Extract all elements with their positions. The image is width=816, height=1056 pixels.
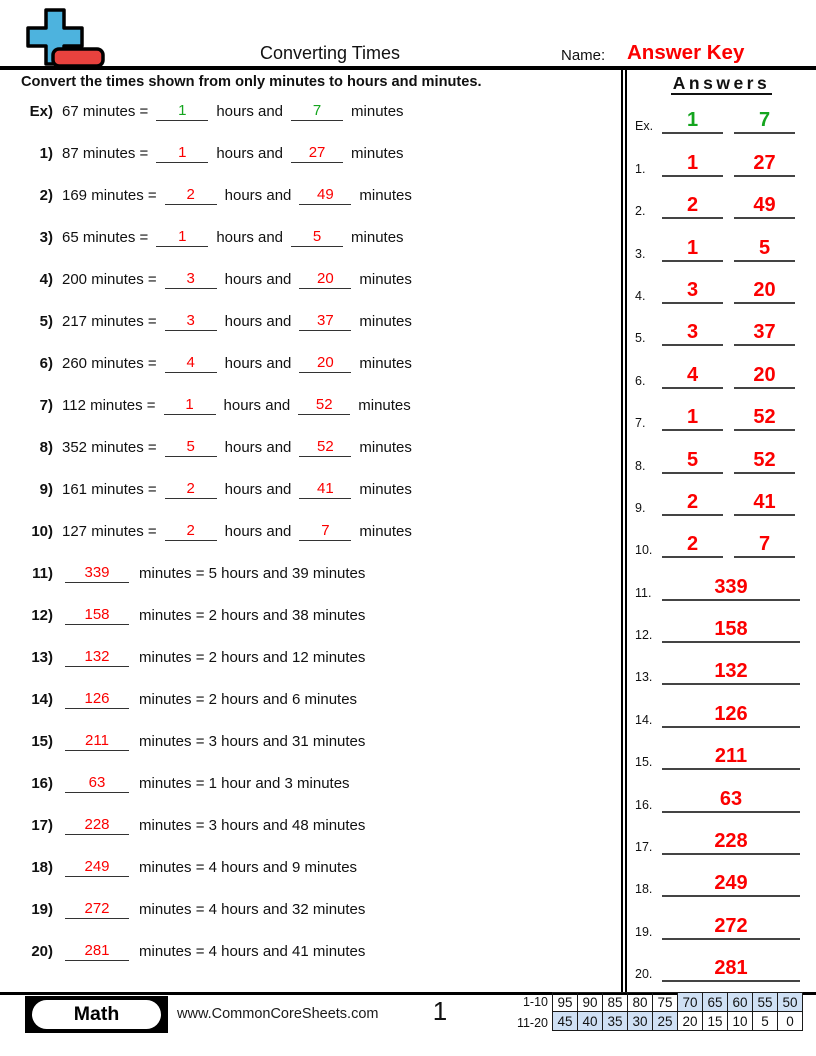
hours-blank xyxy=(165,522,217,541)
answer-value: 281 xyxy=(714,957,748,980)
answer-value: 2 xyxy=(686,490,699,513)
header-divider xyxy=(0,66,816,70)
score-cell: 15 xyxy=(703,1012,728,1031)
answers-hours-blank xyxy=(662,195,723,219)
problem-row xyxy=(0,930,621,972)
answers-blank xyxy=(662,958,800,982)
answers-title-text: Answers xyxy=(672,73,771,93)
score-cell: 50 xyxy=(778,993,803,1012)
problem-number: 7) xyxy=(39,396,53,414)
problem-number: Ex) xyxy=(29,102,53,120)
hours-blank xyxy=(165,186,217,205)
score-cell: 85 xyxy=(603,993,628,1012)
problem-row xyxy=(0,384,621,426)
answers-row xyxy=(627,735,816,777)
problem-text: hours and xyxy=(224,186,292,204)
problem-text: minutes = 4 hours and 41 minutes xyxy=(139,942,366,960)
answers-title xyxy=(627,73,816,99)
problem-text: minutes xyxy=(359,186,412,204)
minutes-count-blank xyxy=(65,606,129,625)
minutes-blank xyxy=(299,312,351,331)
answers-blank xyxy=(662,789,800,813)
problem-row xyxy=(0,468,621,510)
problem-row xyxy=(0,762,621,804)
answer-value: 126 xyxy=(714,702,748,725)
score-table-labels xyxy=(494,992,548,1034)
score-cell: 65 xyxy=(703,993,728,1012)
answer-value: 52 xyxy=(753,406,776,429)
answers-row-label: 10. xyxy=(635,543,653,558)
minutes-blank xyxy=(291,228,343,247)
answer-value: 211 xyxy=(85,731,109,749)
answers-row xyxy=(627,311,816,353)
hours-answer-value: 5 xyxy=(186,437,195,455)
answer-value: 1 xyxy=(686,236,699,259)
answers-row-label: 16. xyxy=(635,797,653,812)
name-label: Name: xyxy=(561,47,606,64)
answers-row xyxy=(627,438,816,480)
answer-value: 249 xyxy=(714,872,748,895)
problem-row xyxy=(0,552,621,594)
answer-value: 27 xyxy=(753,151,776,174)
problem-text: hours and xyxy=(223,396,291,414)
answer-value: 7 xyxy=(758,533,771,556)
problem-text: minutes = 5 hours and 39 minutes xyxy=(139,564,366,582)
answers-hours-blank xyxy=(662,238,723,262)
minutes-answer-value: 7 xyxy=(321,521,330,539)
answers-hours-blank xyxy=(662,492,723,516)
problem-text: minutes = 2 hours and 6 minutes xyxy=(139,690,358,708)
answers-panel xyxy=(621,70,816,993)
answers-minutes-blank xyxy=(734,492,795,516)
problem-number: 17) xyxy=(31,816,53,834)
answers-blank xyxy=(662,831,800,855)
minutes-count-blank xyxy=(65,942,129,961)
answers-minutes-blank xyxy=(734,322,795,346)
hours-blank xyxy=(165,312,217,331)
score-table-row xyxy=(553,1012,803,1031)
score-cell: 5 xyxy=(753,1012,778,1031)
problem-number: 6) xyxy=(39,354,53,372)
answers-minutes-blank xyxy=(734,407,795,431)
answers-row-label: 9. xyxy=(635,500,646,515)
answers-blank xyxy=(662,873,800,897)
minutes-answer-value: 20 xyxy=(317,269,334,287)
answer-value: 63 xyxy=(719,787,743,810)
minutes-blank xyxy=(298,396,350,415)
minutes-count-blank xyxy=(65,816,129,835)
problem-row xyxy=(0,678,621,720)
problem-row xyxy=(0,846,621,888)
answer-value: 158 xyxy=(84,605,110,623)
problem-number: 3) xyxy=(39,228,53,246)
minutes-blank xyxy=(299,438,351,457)
problem-text: 112 minutes = xyxy=(62,396,156,414)
score-table xyxy=(552,992,803,1031)
problem-row xyxy=(0,888,621,930)
score-cell: 0 xyxy=(778,1012,803,1031)
answer-value: 5 xyxy=(758,236,771,259)
answers-row xyxy=(627,523,816,565)
minutes-count-blank xyxy=(65,564,129,583)
hours-blank xyxy=(165,354,217,373)
website-url: www.CommonCoreSheets.com xyxy=(177,1006,379,1022)
answers-row-label: 6. xyxy=(635,373,646,388)
answer-value: 158 xyxy=(714,618,748,641)
minutes-answer-value: 52 xyxy=(315,395,333,413)
problem-text: minutes xyxy=(351,144,404,162)
answers-row xyxy=(627,947,816,989)
problem-text: hours and xyxy=(216,228,284,246)
score-cell: 35 xyxy=(603,1012,628,1031)
answer-value: 4 xyxy=(686,363,699,386)
problem-text: 161 minutes = xyxy=(62,480,157,498)
score-cell: 70 xyxy=(678,993,703,1012)
hours-answer-value: 2 xyxy=(186,479,195,497)
answers-minutes-blank xyxy=(734,365,795,389)
minutes-blank xyxy=(291,144,343,163)
problem-text: hours and xyxy=(216,102,284,120)
answers-hours-blank xyxy=(662,280,723,304)
answer-value: 211 xyxy=(714,745,748,768)
answers-blank xyxy=(662,704,800,728)
problem-number: 11) xyxy=(32,564,53,582)
minutes-blank xyxy=(299,186,351,205)
answer-value: 228 xyxy=(84,815,110,833)
minutes-blank xyxy=(299,270,351,289)
hours-answer-value: 1 xyxy=(178,143,187,161)
score-table-row xyxy=(553,993,803,1012)
answers-row-label: 5. xyxy=(635,331,646,346)
answers-row xyxy=(627,99,816,141)
answers-row-label: 20. xyxy=(635,967,653,982)
answer-value: 249 xyxy=(84,857,110,875)
score-cell: 75 xyxy=(653,993,678,1012)
answer-value: 281 xyxy=(84,941,110,959)
answers-hours-blank xyxy=(662,322,723,346)
minutes-answer-value: 27 xyxy=(308,143,326,161)
answers-row-label: 7. xyxy=(635,416,646,431)
minutes-answer-value: 20 xyxy=(317,353,334,371)
answers-row-label: 3. xyxy=(635,246,646,261)
minutes-blank xyxy=(299,522,351,541)
problem-text: minutes xyxy=(359,312,412,330)
minutes-count-blank xyxy=(65,900,129,919)
answers-hours-blank xyxy=(662,153,723,177)
problem-text: minutes = 2 hours and 12 minutes xyxy=(139,648,366,666)
answers-minutes-blank xyxy=(734,153,795,177)
minutes-answer-value: 52 xyxy=(317,437,334,455)
answer-value: 3 xyxy=(686,278,699,301)
answer-value: 63 xyxy=(88,773,106,791)
hours-answer-value: 1 xyxy=(185,395,194,413)
problem-number: 13) xyxy=(31,648,53,666)
problem-text: minutes = 4 hours and 32 minutes xyxy=(139,900,366,918)
answer-value: 132 xyxy=(714,660,748,683)
score-cell: 80 xyxy=(628,993,653,1012)
problem-row xyxy=(0,174,621,216)
answers-row xyxy=(627,650,816,692)
minutes-count-blank xyxy=(65,690,129,709)
problem-text: minutes xyxy=(358,396,411,414)
minutes-answer-value: 49 xyxy=(317,185,334,203)
answers-row xyxy=(627,141,816,183)
score-cell: 60 xyxy=(728,993,753,1012)
answers-row-label: 1. xyxy=(635,161,646,176)
hours-answer-value: 2 xyxy=(186,185,195,203)
problem-text: minutes xyxy=(351,102,404,120)
hours-blank xyxy=(164,396,216,415)
hours-blank xyxy=(156,228,208,247)
answer-value: 1 xyxy=(686,109,699,132)
score-cell: 25 xyxy=(653,1012,678,1031)
answers-row-label: Ex. xyxy=(635,119,654,134)
answers-minutes-blank xyxy=(734,110,795,134)
answers-row xyxy=(627,692,816,734)
answers-row-label: 14. xyxy=(635,712,653,727)
hours-blank xyxy=(165,438,217,457)
problem-text: hours and xyxy=(224,354,292,372)
answer-value: 5 xyxy=(686,448,699,471)
hours-blank xyxy=(156,102,208,121)
answers-row xyxy=(627,862,816,904)
answer-value: 132 xyxy=(84,647,110,665)
answers-row-label: 18. xyxy=(635,882,653,897)
answer-key-label: Answer Key xyxy=(627,41,745,64)
answers-blank xyxy=(662,916,800,940)
answer-value: 126 xyxy=(84,689,110,707)
problem-text: hours and xyxy=(224,438,292,456)
answer-value: 1 xyxy=(686,406,699,429)
problem-text: minutes xyxy=(359,270,412,288)
problem-text: minutes xyxy=(359,438,412,456)
problem-number: 10) xyxy=(31,522,53,540)
answer-value: 1 xyxy=(686,151,699,174)
problem-text: hours and xyxy=(224,480,292,498)
answers-minutes-blank xyxy=(734,238,795,262)
problem-text: hours and xyxy=(224,270,292,288)
hours-blank xyxy=(165,480,217,499)
answers-hours-blank xyxy=(662,365,723,389)
problem-number: 19) xyxy=(31,900,53,918)
problem-row xyxy=(0,594,621,636)
answer-value: 228 xyxy=(714,830,748,853)
problem-number: 18) xyxy=(31,858,53,876)
problem-text: 87 minutes = xyxy=(62,144,149,162)
problem-row xyxy=(0,426,621,468)
answers-row-label: 15. xyxy=(635,755,653,770)
answers-row-label: 13. xyxy=(635,670,653,685)
minutes-count-blank xyxy=(65,774,129,793)
minutes-count-blank xyxy=(65,858,129,877)
minutes-answer-value: 41 xyxy=(317,479,334,497)
problem-row xyxy=(0,258,621,300)
answers-row-label: 8. xyxy=(635,458,646,473)
answers-blank xyxy=(662,746,800,770)
problems-list xyxy=(0,70,621,972)
answers-row xyxy=(627,184,816,226)
score-cell: 20 xyxy=(678,1012,703,1031)
answer-value: 41 xyxy=(753,490,776,513)
score-row1-label: 1-10 xyxy=(522,995,548,1009)
problem-text: 352 minutes = xyxy=(62,438,157,456)
answers-row xyxy=(627,269,816,311)
answers-row-label: 17. xyxy=(635,840,653,855)
answer-value: 339 xyxy=(714,575,748,598)
answers-hours-blank xyxy=(662,534,723,558)
minutes-blank xyxy=(299,480,351,499)
problem-text: minutes = 3 hours and 48 minutes xyxy=(139,816,366,834)
score-cell: 10 xyxy=(728,1012,753,1031)
answer-value: 2 xyxy=(686,194,699,217)
minutes-answer-value: 5 xyxy=(312,227,322,245)
answer-value: 339 xyxy=(84,563,110,581)
answers-row xyxy=(627,353,816,395)
problem-row xyxy=(0,90,621,132)
score-cell: 40 xyxy=(578,1012,603,1031)
problem-text: hours and xyxy=(216,144,284,162)
minutes-count-blank xyxy=(65,732,129,751)
answer-value: 3 xyxy=(686,321,699,344)
hours-answer-value: 3 xyxy=(186,311,195,329)
problem-number: 4) xyxy=(39,270,53,288)
problem-text: minutes xyxy=(359,522,412,540)
answers-row-label: 4. xyxy=(635,288,646,303)
answer-value: 37 xyxy=(753,321,776,344)
answer-value: 49 xyxy=(753,194,776,217)
minutes-answer-value: 7 xyxy=(312,101,322,119)
score-cell: 45 xyxy=(553,1012,578,1031)
answers-row-label: 11. xyxy=(635,585,652,600)
answers-row-label: 12. xyxy=(635,628,653,643)
answer-value: 7 xyxy=(758,109,771,132)
hours-answer-value: 1 xyxy=(178,101,187,119)
problem-text: 169 minutes = xyxy=(62,186,157,204)
problem-text: minutes = 1 hour and 3 minutes xyxy=(139,774,350,792)
problem-row xyxy=(0,132,621,174)
problem-text: hours and xyxy=(224,312,292,330)
answers-row xyxy=(627,481,816,523)
problem-text: 260 minutes = xyxy=(62,354,157,372)
problem-number: 2) xyxy=(39,186,53,204)
minutes-answer-value: 37 xyxy=(317,311,334,329)
hours-answer-value: 4 xyxy=(186,353,195,371)
problem-row xyxy=(0,342,621,384)
problem-text: 65 minutes = xyxy=(62,228,149,246)
answers-minutes-blank xyxy=(734,280,795,304)
problem-text: minutes xyxy=(359,480,412,498)
answer-value: 272 xyxy=(714,914,748,937)
answers-row xyxy=(627,777,816,819)
minutes-count-blank xyxy=(65,648,129,667)
answer-value: 2 xyxy=(686,533,699,556)
answers-minutes-blank xyxy=(734,195,795,219)
answers-blank xyxy=(662,577,800,601)
problem-number: 16) xyxy=(31,774,53,792)
problem-text: hours and xyxy=(224,522,292,540)
problem-number: 14) xyxy=(31,690,53,708)
hours-answer-value: 2 xyxy=(186,521,195,539)
instruction-text: Convert the times shown from only minutes to hours and minutes. xyxy=(21,74,482,90)
score-cell: 55 xyxy=(753,993,778,1012)
problem-text: minutes xyxy=(351,228,404,246)
answers-row xyxy=(627,396,816,438)
problem-row xyxy=(0,636,621,678)
answer-value: 20 xyxy=(753,363,776,386)
answers-hours-blank xyxy=(662,110,723,134)
answers-row xyxy=(627,226,816,268)
page-title: Converting Times xyxy=(259,43,401,63)
problem-row xyxy=(0,300,621,342)
answers-row xyxy=(627,820,816,862)
problem-text: 127 minutes = xyxy=(62,522,157,540)
minutes-blank xyxy=(291,102,343,121)
subject-badge xyxy=(25,996,168,1033)
answers-row xyxy=(627,608,816,650)
problem-number: 1) xyxy=(39,144,53,162)
problem-text: 200 minutes = xyxy=(62,270,157,288)
answers-hours-blank xyxy=(662,450,723,474)
problem-number: 12) xyxy=(31,606,53,624)
problem-number: 8) xyxy=(39,438,53,456)
answers-minutes-blank xyxy=(734,534,795,558)
subject-badge-label: Math xyxy=(32,1000,161,1029)
problem-row xyxy=(0,510,621,552)
hours-blank xyxy=(156,144,208,163)
score-cell: 95 xyxy=(553,993,578,1012)
answers-blank xyxy=(662,661,800,685)
page-number: 1 xyxy=(432,996,448,1026)
problem-text: minutes xyxy=(359,354,412,372)
minutes-blank xyxy=(299,354,351,373)
problem-row xyxy=(0,216,621,258)
hours-answer-value: 3 xyxy=(186,269,195,287)
hours-blank xyxy=(165,270,217,289)
problem-row xyxy=(0,804,621,846)
answers-row xyxy=(627,565,816,607)
score-row2-label: 11-20 xyxy=(516,1015,548,1030)
answers-row-label: 2. xyxy=(635,204,646,219)
answer-value: 272 xyxy=(84,899,110,917)
answer-value: 20 xyxy=(753,278,776,301)
answers-minutes-blank xyxy=(734,450,795,474)
problem-row xyxy=(0,720,621,762)
problem-number: 5) xyxy=(39,312,53,330)
problem-text: minutes = 3 hours and 31 minutes xyxy=(139,732,366,750)
answer-value: 52 xyxy=(753,448,776,471)
answers-hours-blank xyxy=(662,407,723,431)
problem-text: 67 minutes = xyxy=(62,102,149,120)
answers-row-label: 19. xyxy=(635,924,653,939)
hours-answer-value: 1 xyxy=(178,227,187,245)
problem-number: 20) xyxy=(31,942,53,960)
problem-text: minutes = 4 hours and 9 minutes xyxy=(139,858,358,876)
answers-blank xyxy=(662,619,800,643)
problem-text: 217 minutes = xyxy=(62,312,157,330)
score-cell: 30 xyxy=(628,1012,653,1031)
score-cell: 90 xyxy=(578,993,603,1012)
problem-number: 9) xyxy=(39,480,53,498)
problem-number: 15) xyxy=(31,732,53,750)
answers-row xyxy=(627,904,816,946)
problem-text: minutes = 2 hours and 38 minutes xyxy=(139,606,366,624)
